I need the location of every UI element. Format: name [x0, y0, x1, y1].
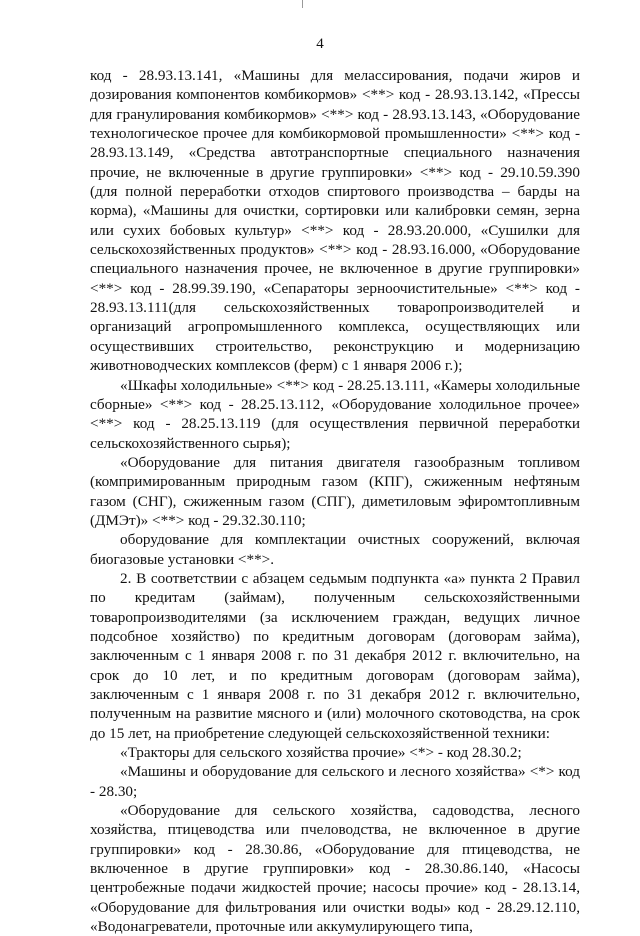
scan-mark — [302, 0, 303, 8]
paragraph-4: оборудование для комплектации очистных сооружений, включая биогазовые установки <**>. — [90, 531, 580, 568]
paragraph-2: «Шкафы холодильные» <**> код - 28.25.13.111, «Камеры холодильные сборные» <**> код - 28.25.13.112, «Оборудование холодильное прочее» <**> код - 28.25.13.119 (для осуществления первичной переработки сельскохозяйственного сырья); — [90, 376, 580, 452]
page-number: 4 — [316, 36, 324, 52]
paragraph-3: «Оборудование для питания двигателя газообразным топливом (компримированным природным газом (КПГ), сжиженным нефтяным газом (СНГ), сжиженным газом (СПГ), диметиловым эфиромтопливным (ДМЭт)» <**> код - 29.32.30.110; — [90, 453, 580, 529]
paragraph-7: «Машины и оборудование для сельского и лесного хозяйства» <*> код - 28.30; — [90, 763, 580, 800]
paragraph-1: код - 28.93.13.141, «Машины для мелассирования, подачи жиров и дозирования компонентов комбикормов» <**> код - 28.93.13.142, «Прессы для гранулирования комбикормов» <**> код - 28.93.13.143, «Оборудование технологическое прочее для комбикормовой промышленности» <**> код - 28.93.13.149, «Средства автотранспортные специального назначения прочие, не включенные в другие группировки» <**> код - 29.10.59.390 (для полной переработки отходов спиртового производства – барды на корма), «Машины для очистки, сортировки или калибровки семян, зерна или сухих бобовых культур» <**> код - 28.93.20.000, «Сушилки для сельскохозяйственных продуктов» <**> код - 28.93.16.000, «Оборудование специального назначения прочее, не включенное в другие группировки» <**> код - 28.99.39.190, «Сепараторы зерноочистительные» <**> код - 28.93.13.111(для сельскохозяйственных товаропроизводителей и организаций агропромышленного комплекса, осуществляющих или осуществивших строительство, реконструкцию и модернизацию животноводческих комплексов (ферм) с 1 января 2006 г.); — [90, 67, 580, 375]
paragraph-6: «Тракторы для сельского хозяйства прочие» <*> - код 28.30.2; — [120, 744, 522, 762]
paragraph-8: «Оборудование для сельского хозяйства, садоводства, лесного хозяйства, птицеводства или пчеловодства, не включенное в другие группировки» код - 28.30.86, «Оборудование для птицеводства, не включенное в другие группировки» код - 28.30.86.140, «Насосы центробежные подачи жидкостей прочие; насосы прочие» код - 28.13.14, «Оборудование для фильтрования или очистки воды» код - 28.29.12.110, «Водонагреватели, проточные или аккумулирующего типа, — [90, 802, 580, 936]
paragraph-5: 2. В соответствии с абзацем седьмым подпункта «а» пункта 2 Правил по кредитам (займам), полученным сельскохозяйственными товаропроизводителями (за исключением граждан, ведущих личное подсобное хозяйство) по кредитным договорам (договорам займа), заключенным с 1 января 2008 г. по 31 декабря 2012 г. включительно, на срок до 10 лет, и по кредитным договорам (договорам займа), заключенным с 1 января 2008 г. по 31 декабря 2012 г. включительно, полученным на развитие мясного и (или) молочного скотоводства, на срок до 15 лет, на приобретение следующей сельскохозяйственной техники: — [90, 569, 580, 742]
document-body — [90, 66, 580, 936]
